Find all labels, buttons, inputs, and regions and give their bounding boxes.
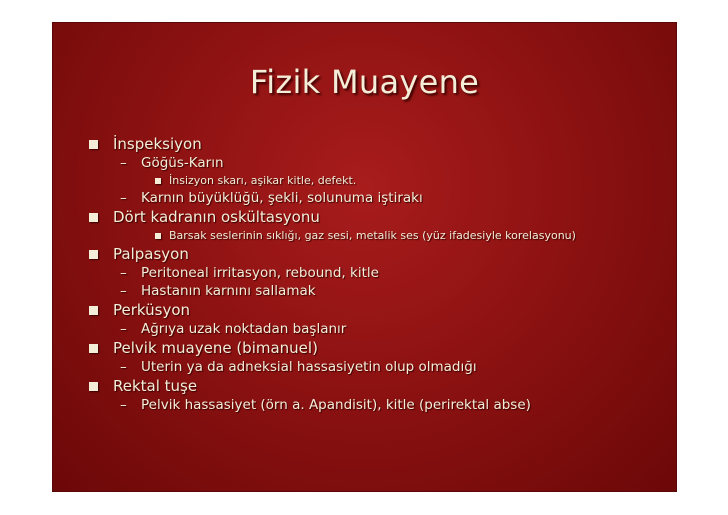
bullet-item xyxy=(89,376,666,396)
dash-bullet-icon: – xyxy=(120,397,127,413)
bullet-text: Palpasyon xyxy=(113,245,189,263)
bullet-text: Uterin ya da adneksial hassasiyetin olup olmadığı xyxy=(141,359,477,375)
bullet-text: Ağrıya uzak noktadan başlanır xyxy=(141,321,347,337)
bullet-text: İnspeksiyon xyxy=(113,135,202,153)
bullet-text: Karnın büyüklüğü, şekli, solunuma iştirakı xyxy=(141,190,423,206)
square-bullet-icon xyxy=(89,250,98,259)
small-square-bullet-icon xyxy=(155,233,161,239)
sub-bullet-item xyxy=(89,396,666,414)
dash-bullet-icon: – xyxy=(120,321,127,337)
dash-bullet-icon: – xyxy=(120,283,127,299)
bullet-text: Pelvik hassasiyet (örn a. Apandisit), kitle (perirektal abse) xyxy=(141,397,531,413)
bullet-text: Barsak seslerinin sıklığı, gaz sesi, metalik ses (yüz ifadesiyle korelasyonu) xyxy=(169,229,576,242)
bullet-item xyxy=(89,338,666,358)
sub-bullet-item xyxy=(89,189,666,207)
bullet-text: Rektal tuşe xyxy=(113,377,198,395)
sub-bullet-item xyxy=(89,282,666,300)
square-bullet-icon xyxy=(89,306,98,315)
bullet-list xyxy=(89,134,666,414)
square-bullet-icon xyxy=(89,344,98,353)
dash-bullet-icon: – xyxy=(120,359,127,375)
dash-bullet-icon: – xyxy=(120,190,127,206)
bullet-text: Perküsyon xyxy=(113,301,191,319)
bullet-item xyxy=(89,134,666,154)
slide-title: Fizik Muayene xyxy=(249,63,480,101)
sub-sub-bullet-item xyxy=(89,172,666,189)
square-bullet-icon xyxy=(89,213,98,222)
bullet-text: İnsizyon skarı, aşikar kitle, defekt. xyxy=(169,174,357,187)
square-bullet-icon xyxy=(89,140,98,149)
square-bullet-icon xyxy=(89,382,98,391)
bullet-text: Dört kadranın oskültasyonu xyxy=(113,208,320,226)
bullet-text: Pelvik muayene (bimanuel) xyxy=(113,339,318,357)
sub-bullet-item xyxy=(89,264,666,282)
bullet-item xyxy=(89,207,666,227)
dash-bullet-icon: – xyxy=(120,265,127,281)
sub-bullet-item xyxy=(89,320,666,338)
bullet-text: Hastanın karnını sallamak xyxy=(141,283,316,299)
bullet-item xyxy=(89,244,666,264)
bullet-text: Peritoneal irritasyon, rebound, kitle xyxy=(141,265,379,281)
small-square-bullet-icon xyxy=(155,178,161,184)
bullet-item xyxy=(89,300,666,320)
sub-bullet-item xyxy=(89,154,666,172)
sub-sub-bullet-item xyxy=(89,227,666,244)
slide xyxy=(53,23,676,491)
bullet-text: Göğüs-Karın xyxy=(141,155,224,171)
dash-bullet-icon: – xyxy=(120,155,127,171)
sub-bullet-item xyxy=(89,358,666,376)
